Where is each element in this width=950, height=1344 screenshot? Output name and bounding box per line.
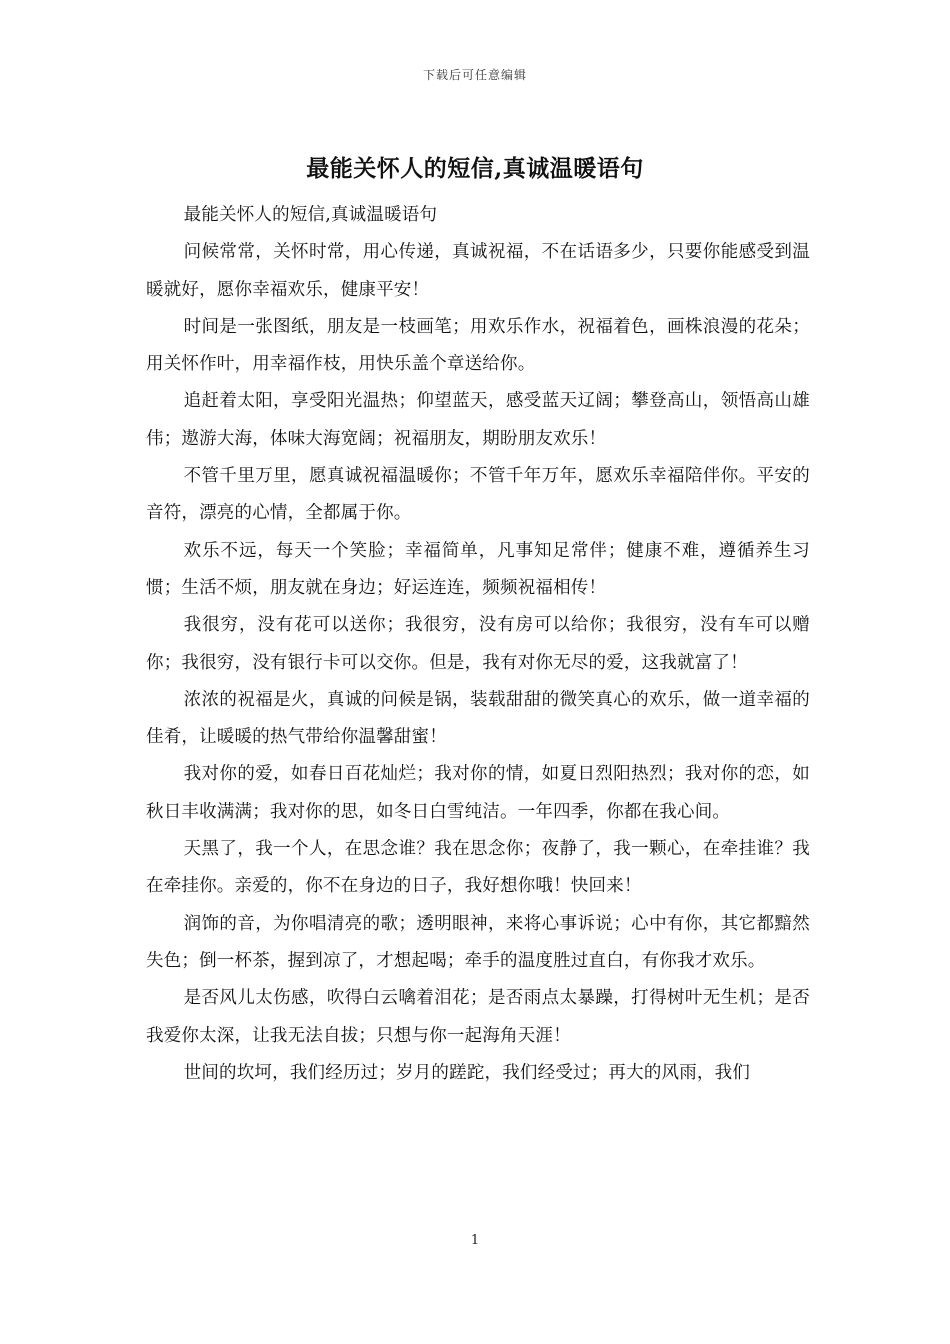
paragraph: 我很穷，没有花可以送你；我很穷，没有房可以给你；我很穷，没有车可以赠你；我很穷，没有银行卡可以交你。但是，我有对你无尽的爱，这我就富了！ [146, 615, 810, 673]
paragraph: 欢乐不远，每天一个笑脸；幸福简单，凡事知足常伴；健康不难，遵循养生习惯；生活不烦，朋友就在身边；好运连连，频频祝福相传！ [146, 540, 810, 598]
paragraph: 世间的坎坷，我们经历过；岁月的蹉跎，我们经受过；再大的风雨，我们 [183, 1062, 751, 1083]
paragraph: 不管千里万里，愿真诚祝福温暖你；不管千年万年，愿欢乐幸福陪伴你。平安的音符，漂亮的心情，全都属于你。 [146, 466, 810, 524]
page-number: 1 [470, 1233, 480, 1248]
paragraph: 浓浓的祝福是火，真诚的问候是锅，装载甜甜的微笑真心的欢乐，做一道幸福的佳肴，让暖暖的热气带给你温馨甜蜜！ [146, 689, 810, 748]
paragraph: 问候常常，关怀时常，用心传递，真诚祝福，不在话语多少，只要你能感受到温暖就好，愿你幸福欢乐，健康平安！ [146, 242, 810, 300]
paragraph: 最能关怀人的短信,真诚温暖语句 [183, 205, 438, 225]
page-header-note: 下载后可任意编辑 [422, 68, 527, 82]
document-body [146, 197, 810, 1092]
paragraph: 天黑了，我一个人，在思念谁？我在思念你；夜静了，我一颗心，在牵挂谁？我在牵挂你。亲爱的，你不在身边的日子，我好想你哦！快回来！ [146, 839, 810, 897]
paragraph: 润饰的音，为你唱清亮的歌；透明眼神，来将心事诉说；心中有你，其它都黯然失色；倒一杯茶，握到凉了，才想起喝；牵手的温度胜过直白，有你我才欢乐。 [146, 913, 810, 971]
document-title: 最能关怀人的短信,真诚温暖语句 [306, 155, 644, 182]
paragraph: 时间是一张图纸，朋友是一枝画笔；用欢乐作水，祝福着色，画株浪漫的花朵；用关怀作叶，用幸福作枝，用快乐盖个章送给你。 [146, 316, 810, 375]
paragraph: 追赶着太阳，享受阳光温热；仰望蓝天，感受蓝天辽阔；攀登高山，领悟高山雄伟；遨游大海，体味大海宽阔；祝福朋友，期盼朋友欢乐！ [146, 391, 810, 449]
paragraph: 是否风儿太伤感，吹得白云噙着泪花；是否雨点太暴躁，打得树叶无生机；是否我爱你太深，让我无法自拔；只想与你一起海角天涯！ [146, 988, 810, 1046]
paragraph: 我对你的爱，如春日百花灿烂；我对你的情，如夏日烈阳热烈；我对你的恋，如秋日丰收满满；我对你的思，如冬日白雪纯洁。一年四季，你都在我心间。 [146, 764, 810, 822]
